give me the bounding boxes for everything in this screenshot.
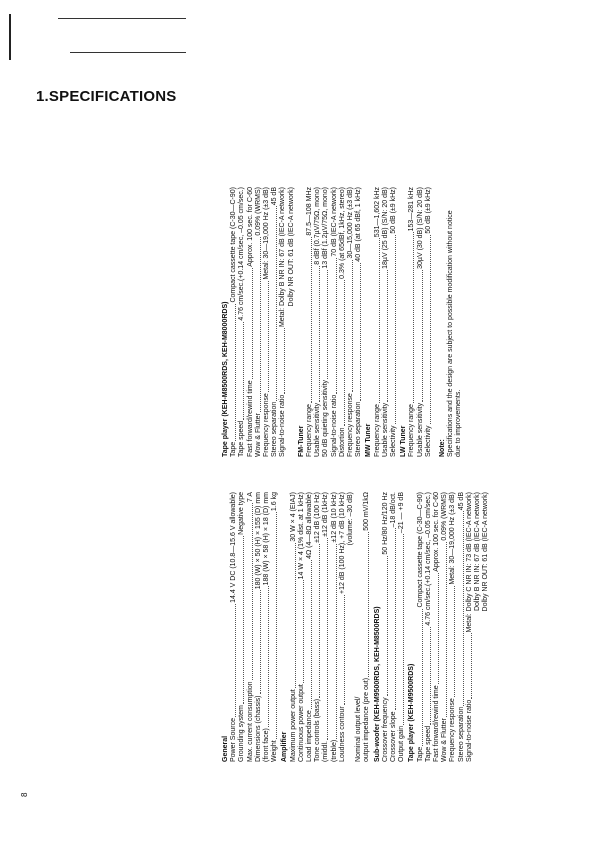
note-text: Specifications and the design are subject to possible modification without notice due to improvements. [447,210,463,457]
dot-leader [255,237,261,413]
spec-value: 0.3% (at 65dBf, 1kHz, stereo) [338,187,346,279]
spec-row [331,492,339,762]
dot-leader [238,536,244,704]
margin-bar [9,14,11,60]
spec-row [339,492,347,762]
spec-row [390,187,398,457]
section-heading: Tape player (KEH-M9500RDS) [408,663,416,762]
spec-row [398,492,406,762]
spec-row [433,492,441,762]
dot-leader [314,544,320,698]
spec-continuation [474,492,482,762]
spec-label: Signal-to-noise ratio [330,394,338,457]
spec-value: 13 dBf (1.2µV/75Ω, mono) [322,187,330,269]
spec-label: Usable sensitivity [314,402,322,457]
spec-column-right [220,187,464,457]
section-heading: Tape player (KEH-M8500RDS, KEH-M8000RDS) [222,301,229,457]
dot-leader [271,512,277,739]
spec-row [382,187,390,457]
spec-value: +12 dB (100 Hz), +7 dB (10 kHz) [338,492,346,594]
spec-row [425,492,433,762]
page-title: 1.SPECIFICATIONS [36,88,177,105]
spec-label: Tape speed [424,725,432,762]
dot-leader [417,609,423,746]
spec-value: 30 W × 4 (EIAJ) [289,492,297,542]
spec-continuation [482,492,490,762]
spec-value: ±12 dB (10 kHz) [330,492,338,543]
spec-value: Dolby B NR IN: 67 dB (IEC-A network) [474,492,482,612]
spec-label: Tape speed [238,420,246,457]
spec-row [363,492,371,762]
spec-value: Compact cassette tape (C-30—C-90) [416,492,424,608]
spec-row [408,187,416,457]
spec-value: 4.76 cm/sec.(+0.14 cm/sec, –0.05 cm/sec.) [424,492,432,626]
dot-leader [247,503,253,680]
spec-label: Loudness contour [338,706,346,762]
spec-row [466,492,474,762]
spec-label: Continuous power output [297,684,305,762]
spec-row [449,492,457,762]
dot-leader [363,532,369,677]
spec-value: 14 W × 4 (1% dist. at 1 kHz) [297,492,305,580]
spec-value: Metal: 30—19,000 Hz (±3 dB) [263,187,271,280]
dot-leader [331,544,337,739]
spec-value: 180 (W) × 50 (H) × 155 (D) mm [254,492,262,590]
section-heading: Amplifier [281,731,289,762]
spec-label: Nominal output level/ [355,696,363,762]
dot-leader [417,270,423,402]
spec-label: Dimensions (chassis) [254,695,262,762]
specifications-sheet [220,182,560,762]
spec-value: 500 mV/1kΩ [363,492,371,531]
spec-label: (treble) [330,739,338,762]
spec-row [441,492,449,762]
spec-row [238,187,246,457]
dot-leader [298,580,304,683]
spec-label: Tape [230,441,238,457]
dot-leader [433,573,439,685]
spec-value: 1.6 kg [271,492,279,512]
spec-label: Frequency range [373,404,381,457]
spec-column-left [220,492,491,762]
spec-value: Metal: Dolby B NR IN: 67 dB (IEC-A network) [279,187,287,328]
spec-label: Selectivity [390,425,398,457]
dot-leader [306,560,312,709]
spec-row [306,187,314,457]
spec-value: Approx. 100 sec. for C-60 [433,492,441,572]
dot-leader [331,258,337,394]
spec-row [417,492,425,762]
spec-value: 4Ω (4—8Ω allowable) [306,492,314,559]
spec-value: ±12 dB (1kHz) [322,492,330,537]
spec-row [417,187,425,457]
section-heading: General [222,735,229,762]
dot-leader [238,322,244,420]
spec-label: 50 dB quieting sensitivity [322,379,330,457]
section-heading: FM-Tuner [297,425,305,457]
dot-leader [390,235,396,425]
dot-leader [390,528,396,710]
page-number: 8 [20,792,29,797]
dot-leader [398,534,404,725]
spec-row [230,187,238,457]
dot-leader [382,270,388,402]
spec-row [382,492,390,762]
spec-value: 87.5—108 MHz [306,187,314,236]
dot-leader [322,538,328,740]
spec-value: 531—1,602 kHz [373,187,381,238]
spec-value: 40 dB (at 65 dBf, 1 kHz) [355,187,363,262]
dot-leader [322,270,328,379]
spec-row [271,492,279,762]
dot-leader [279,328,285,394]
dot-leader [441,542,447,718]
spec-label: Output gain [398,725,406,762]
dot-leader [247,268,253,380]
spec-continuation [288,187,296,457]
spec-value: 45 dB [457,492,465,511]
spec-continuation [347,492,355,762]
spec-value: 188 (W) × 58 (H) × 18 (D) mm [263,492,271,586]
spec-label: Signal-to-noise ratio [279,394,287,457]
spec-label: Weight [271,740,279,762]
dot-leader [339,280,345,427]
dot-leader [425,627,431,725]
spec-label: Frequency response [263,393,271,457]
spec-label: Crossover frequency [381,697,389,762]
spec-value: 50 Hz/80 Hz/120 Hz [381,492,389,555]
spec-row [314,492,322,762]
spec-value: 30—15,000 Hz (±3 dB) [347,187,355,259]
spec-row [390,492,398,762]
spec-value: Dolby NR OUT: 61 dB (IEC-A network) [287,187,295,307]
spec-label: Wow & Flutter [441,718,449,762]
spec-label: Distortion [338,427,346,457]
dot-leader [230,304,236,441]
dot-leader [263,281,269,393]
spec-label: Frequency range [306,404,314,457]
spec-label: Frequency range [408,404,416,457]
spec-row [331,187,339,457]
dot-leader [458,511,464,705]
spec-label: Max. current consumption [246,681,254,762]
dot-leader [271,206,277,400]
spec-value: 45 dB [271,187,279,206]
spec-value: Compact cassette tape (C-30—C-90) [230,187,238,303]
dot-leader [374,238,380,403]
dot-leader [449,586,455,698]
spec-row [238,492,246,762]
spec-label: Signal-to-noise ratio [465,699,473,762]
dot-leader [263,586,269,727]
dot-leader [355,263,361,401]
spec-label: (middl. [322,740,330,762]
spec-label: Usable sensitivity [416,402,424,457]
note-heading: Note: [439,439,447,457]
spec-value: 50 dB (±9 kHz) [390,187,398,234]
spec-label: Grounding system [238,705,246,762]
spec-row [298,492,306,762]
spec-value: (volume: –30 dB) [347,492,355,546]
spec-value: Dolby NR OUT: 61 dB (IEC-A network) [482,492,490,612]
spec-value: 7 A [246,492,254,503]
spec-value: 4.76 cm/sec.(+0.14 cm/sec, –0.05 cm/sec.) [238,187,246,321]
spec-row [247,187,255,457]
spec-value: 18µV (25 dB) (S/N: 20 dB) [381,187,389,269]
spec-value: Metal: Dolby C NR IN: 73 dB (IEC-A network) [465,492,473,633]
spec-row [247,492,255,762]
dot-leader [314,266,320,402]
spec-value: 8 dBf (0.7µV/75Ω, mono) [314,187,322,265]
spec-row [355,187,363,457]
spec-label: Frequency response [449,698,457,762]
spec-row [458,492,466,762]
spec-label: Load impedance [306,710,314,762]
spec-row [263,492,271,762]
spec-value: Metal: 30—19,000 Hz (±3 dB) [449,492,457,585]
spec-value: –21 — +9 dB [398,492,406,534]
spec-label: Stereo separation [457,706,465,762]
dot-leader [408,232,414,403]
spec-label: Usable sensitivity [381,402,389,457]
spec-label: Crossover slope [390,711,398,762]
spec-value: 153—281 kHz [408,187,416,232]
section-heading: Sub-woofer (KEH-M9500RDS, KEH-M8500RDS) [373,606,381,762]
spec-row [425,187,433,457]
spec-value: Approx. 100 sec. for C-60 [246,187,254,267]
dot-leader [466,633,472,698]
spec-label: (front face) [263,728,271,762]
dot-leader [306,237,312,403]
spec-row [374,187,382,457]
dot-leader [425,235,431,425]
spec-value: 50 dB (±9 kHz) [424,187,432,234]
spec-row [306,492,314,762]
spec-row [322,492,330,762]
spec-row [355,492,363,762]
spec-row [230,492,238,762]
spec-row [322,187,330,457]
spec-value: Negative type [238,492,246,535]
spec-label: Fast forward/rewind time [246,380,254,457]
spec-value: 70 dB (IEC-A network) [330,187,338,257]
spec-value: ±12 dB (100 Hz) [314,492,322,543]
spec-row [339,187,347,457]
spec-row [263,187,271,457]
spec-label: Stereo separation [355,401,363,457]
spec-row [271,187,279,457]
section-heading: LW Tuner [400,425,408,457]
header-rule-top [58,18,186,19]
spec-row [290,492,298,762]
spec-label: Fast forward/rewind time [433,685,441,762]
spec-label: Stereo separation [271,401,279,457]
spec-value: 0.09% (WRMS) [441,492,449,541]
spec-row [255,492,263,762]
dot-leader [230,604,236,717]
spec-label: Selectivity [424,425,432,457]
spec-value: 0.09% (WRMS) [254,187,262,236]
spec-value: 14.4 V DC (10.8—15.6 V allowable) [230,492,238,603]
spec-label: Tape [416,746,424,762]
spec-row [279,187,287,457]
spec-label: Maximum power output [289,689,297,762]
dot-leader [255,590,261,694]
spec-label: Power Source [230,718,238,762]
dot-leader [339,595,345,705]
spec-label: Tone controls (bass) [314,698,322,762]
header-rule-bottom [70,52,186,53]
spec-label: output impedance (pre out) [363,677,371,762]
dot-leader [290,543,296,689]
dot-leader [382,556,388,697]
spec-value: –18 dB/oct. [390,492,398,528]
spec-label: Frequency response [347,393,355,457]
dot-leader [347,260,353,393]
spec-row [314,187,322,457]
spec-row [255,187,263,457]
spec-label: Wow & Flutter [254,413,262,457]
spec-row [347,187,355,457]
spec-value: 30µV (30 dB) (S/N: 20 dB) [416,187,424,269]
section-heading: MW Tuner [365,423,373,457]
